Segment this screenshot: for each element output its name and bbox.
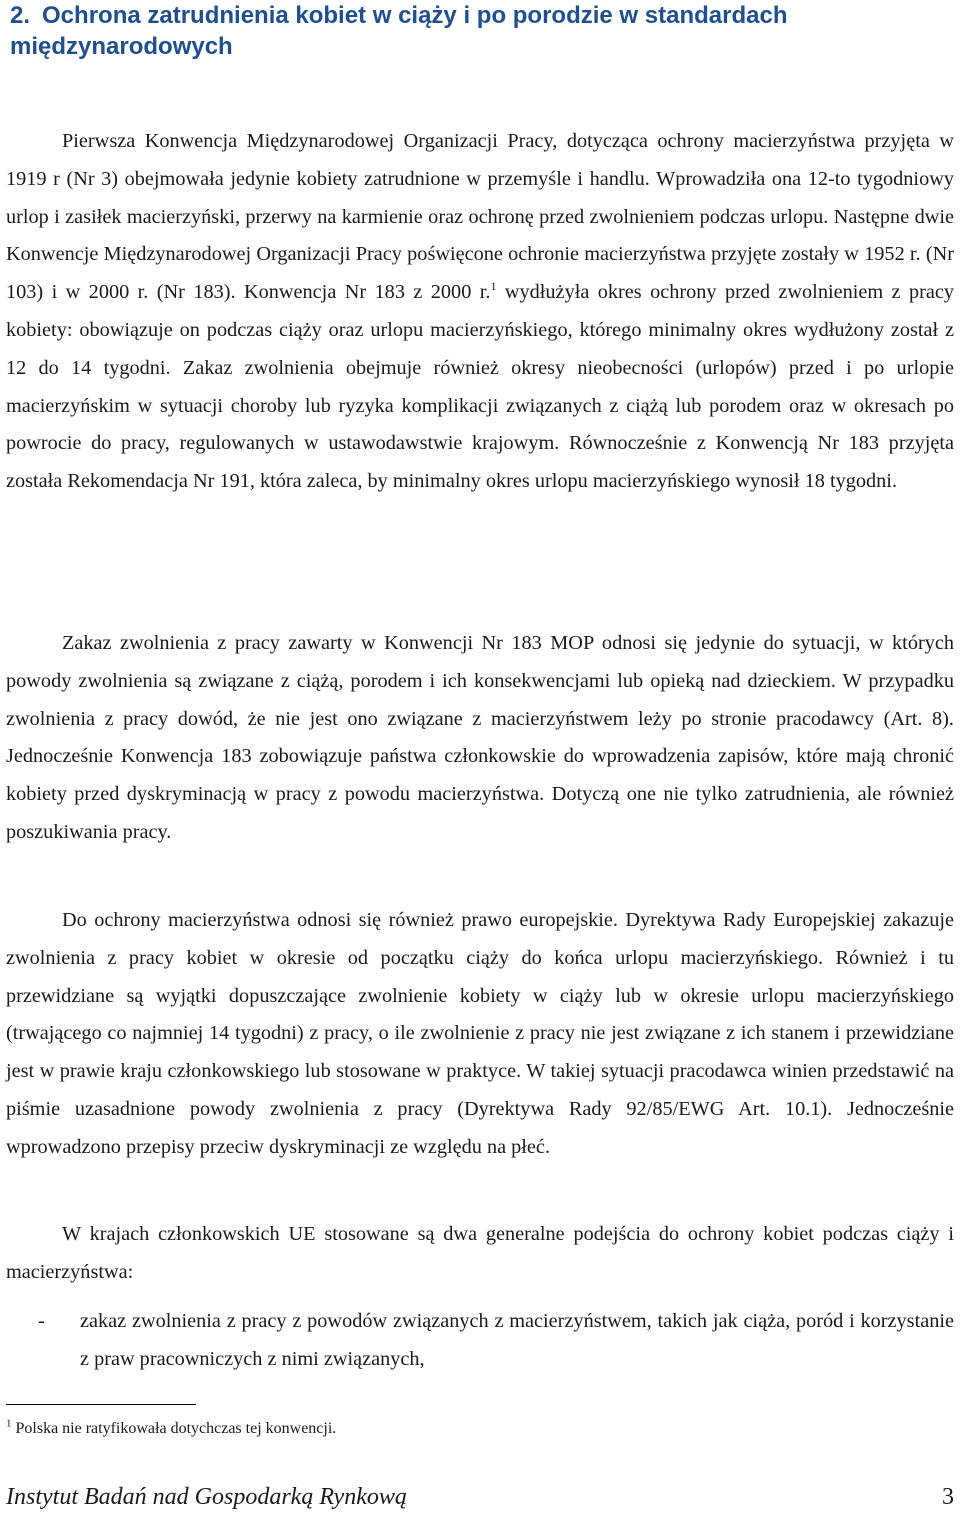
section-title: Ochrona zatrudnienia kobiet w ciąży i po porodzie w standardach międzynarodowych	[10, 2, 788, 60]
paragraph-3-text: Do ochrony macierzyństwa odnosi się również prawo europejskie. Dyrektywa Rady Europejskiej zakazuje zwolnienia z pracy kobiet w okresie od początku ciąży do końca urlopu macierzyńskiego. Również i tu przewidziane są wyjątki dopuszczające zwolnienie kobiety w ciąży lub w okresie urlopu macierzyńskiego (trwającego co najmniej 14 tygodni) z pracy, o ile zwolnienie z pracy nie jest związane z ich stanem i przewidziane jest w prawie kraju członkowskiego lub stosowane w praktyce. W takiej sytuacji pracodawca winien przedstawić na piśmie uzasadnione powody zwolnienia z pracy (Dyrektywa Rady 92/85/EWG Art. 10.1). Jednocześnie wprowadzono przepisy przeciw dyskryminacji ze względu na płeć.	[6, 909, 954, 1158]
paragraph-4	[6, 1216, 954, 1292]
paragraph-4-text: W krajach członkowskich UE stosowane są dwa generalne podejścia do ochrony kobiet podczas ciąży i macierzyństwa:	[6, 1223, 954, 1283]
paragraph-2-text: Zakaz zwolnienia z pracy zawarty w Konwencji Nr 183 MOP odnosi się jedynie do sytuacji, w których powody zwolnienia są związane z ciążą, porodem i ich konsekwencjami lub opieką nad dzieckiem. W przypadku zwolnienia z pracy dowód, że nie jest ono związane z macierzyństwem leży po stronie pracodawcy (Art. 8). Jednocześnie Konwencja 183 zobowiązuje państwa członkowskie do wprowadzenia zapisów, które mają chronić kobiety przed dyskryminacją w pracy z powodu macierzyństwa. Dotyczą one nie tylko zatrudnienia, ale również poszukiwania pracy.	[6, 632, 954, 843]
paragraph-3	[6, 902, 954, 1167]
paragraph-1-text-before: Pierwsza Konwencja Międzynarodowej Organizacji Pracy, dotycząca ochrony macierzyństwa przyjęta w 1919 r (Nr 3) obejmowała jedynie kobiety zatrudnione w przemyśle i handlu. Wprowadziła ona 12-to tygodniowy urlop i zasiłek macierzyński, przerwy na karmienie oraz ochronę przed zwolnieniem podczas urlopu. Następne dwie Konwencje Międzynarodowej Organizacji Pracy poświęcone ochronie macierzyństwa przyjęte zostały w 1952 r. (Nr 103) i w 2000 r. (Nr 183). Konwencja Nr 183 z 2000 r.	[6, 130, 954, 304]
section-number: 2.	[10, 2, 31, 29]
paragraph-2	[6, 625, 954, 852]
paragraph-1	[6, 123, 954, 501]
section-heading	[10, 0, 940, 62]
page-footer	[6, 1483, 954, 1511]
footnote	[6, 1419, 954, 1439]
list-item	[6, 1303, 954, 1379]
page-number: 3	[942, 1484, 954, 1510]
footer-institution: Instytut Badań nad Gospodarką Rynkową	[6, 1484, 407, 1510]
footnote-reference: 1	[490, 279, 497, 294]
footnote-text: Polska nie ratyfikowała dotychczas tej konwencji.	[15, 1420, 337, 1437]
list-item-text: zakaz zwolnienia z pracy z powodów związanych z macierzyństwem, takich jak ciąża, poród i korzystanie z praw pracowniczych z nimi związanych,	[80, 1310, 954, 1370]
list-bullet: -	[38, 1310, 45, 1332]
paragraph-1-text-after: wydłużyła okres ochrony przed zwolnieniem z pracy kobiety: obowiązuje on podczas ciąży oraz urlopu macierzyńskiego, którego minimalny okres wydłużony został z 12 do 14 tygodni. Zakaz zwolnienia obejmuje również okresy nieobecności (urlopów) przed i po urlopie macierzyńskim w sytuacji choroby lub ryzyka komplikacji związanych z ciążą lub porodem oraz w okresach po powrocie do pracy, regulowanych w ustawodawstwie krajowym. Równocześnie z Konwencją Nr 183 przyjęta została Rekomendacja Nr 191, która zaleca, by minimalny okres urlopu macierzyńskiego wynosił 18 tygodni.	[6, 281, 954, 493]
footnote-divider	[6, 1404, 196, 1405]
footnote-marker: 1	[6, 1417, 12, 1430]
